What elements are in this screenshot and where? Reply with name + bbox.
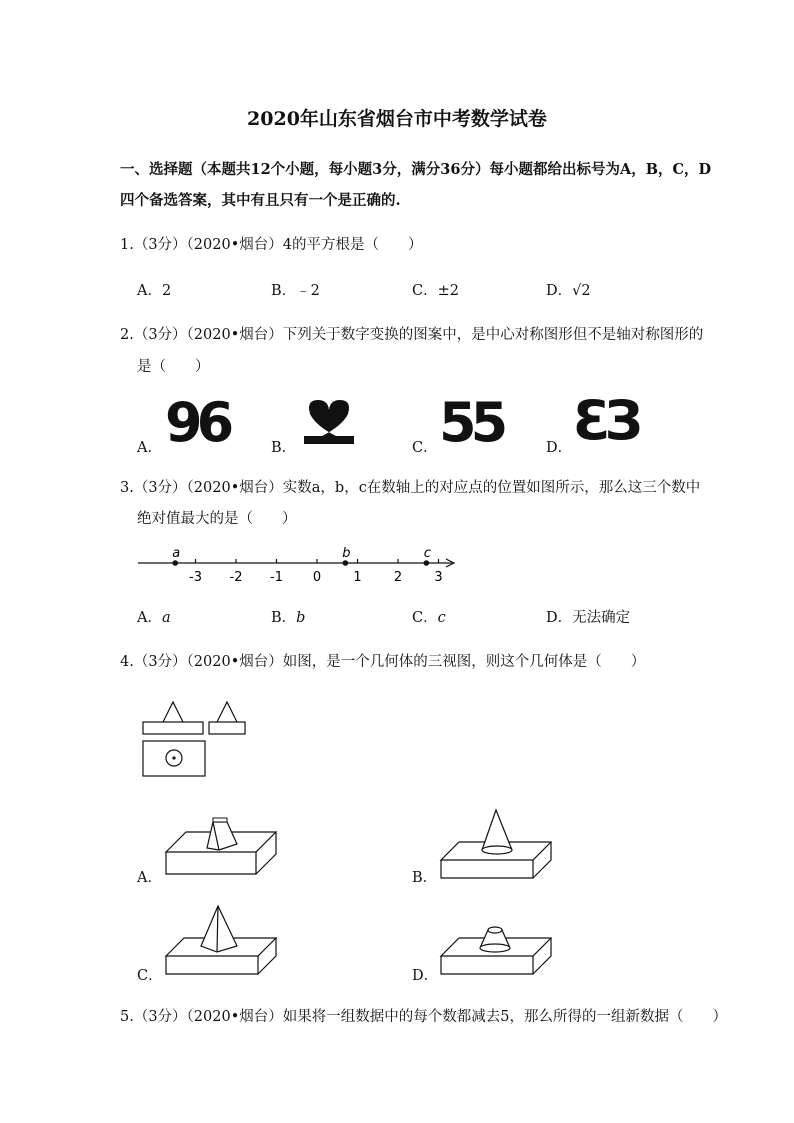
number-line-point-label-c: c: [423, 546, 431, 561]
section-heading-line1: 一、选择题（本题共12个小题，每小题3分，满分36分）每小题都给出标号为A，B，C，D: [120, 161, 712, 178]
top-view-apex: [172, 756, 175, 759]
q3-option-b[interactable]: B．b: [271, 610, 306, 626]
q4-option-c-figure: [163, 904, 283, 976]
q3-option-d[interactable]: D．无法确定: [546, 610, 631, 626]
question-3-text-line2: 绝对值最大的是（ ）: [137, 511, 297, 527]
q4-option-d-figure: [438, 904, 558, 976]
q4-option-c-label[interactable]: C．: [137, 968, 163, 984]
number-line-tick-label: 0: [312, 570, 322, 585]
q2-option-c-label[interactable]: C．: [412, 440, 438, 456]
number-line-tick-label: 2: [393, 570, 403, 585]
number-line-tick-label: 3: [434, 570, 443, 585]
number-line-point-b: [343, 560, 349, 566]
q2-option-a-label[interactable]: A．: [137, 440, 162, 456]
q2-figure-heart-2-shape: [304, 400, 354, 444]
question-3-text-line1: 3.（3分）（2020•烟台）实数a，b，c在数轴上的对应点的位置如图所示，那么这三个数中: [120, 480, 701, 496]
front-view-cone: [163, 702, 183, 722]
q4-option-d-label[interactable]: D．: [412, 968, 439, 984]
q1-option-b[interactable]: B．﹣2: [271, 283, 320, 299]
q1-option-d[interactable]: D．√2: [546, 283, 591, 299]
q3-number-line: [130, 540, 470, 590]
section-heading-line2: 四个备选答案，其中有且只有一个是正确的.: [120, 192, 401, 209]
question-2-text-line1: 2.（3分）（2020•烟台）下列关于数字变换的图案中，是中心对称图形但不是轴对称图形的: [120, 327, 704, 343]
q1-option-a[interactable]: A．2: [137, 283, 172, 299]
q4-three-view: [140, 696, 250, 780]
number-line-point-label-a: a: [172, 546, 181, 561]
q3-option-c[interactable]: C．c: [412, 610, 446, 626]
number-line-tick-label: -3: [189, 570, 202, 585]
q2-option-b-label[interactable]: B．: [271, 440, 297, 456]
q3-option-a[interactable]: A．a: [137, 610, 171, 626]
q2-figure-3e: ƐЗ: [573, 389, 637, 452]
q2-figure-55: 55: [439, 391, 503, 454]
q2-figure-heart-2: [298, 396, 360, 448]
question-5-text: 5.（3分）（2020•烟台）如果将一组数据中的每个数都减去5，那么所得的一组新数据（ ）: [120, 1009, 727, 1025]
q4-option-b-label[interactable]: B．: [412, 870, 438, 886]
number-line-point-c: [424, 560, 430, 566]
q1-option-c[interactable]: C．±2: [412, 283, 459, 299]
question-2-text-line2: 是（ ）: [137, 359, 210, 375]
q2-option-d-label[interactable]: D．: [546, 440, 573, 456]
number-line-point-a: [172, 560, 178, 566]
number-line-tick-label: -1: [270, 570, 283, 585]
number-line-tick-label: 1: [353, 570, 362, 585]
page-title: 2020年山东省烟台市中考数学试卷: [247, 108, 547, 130]
q4-option-b-figure: [438, 808, 558, 880]
q4-option-a-label[interactable]: A．: [137, 870, 162, 886]
side-view-base: [209, 722, 245, 734]
q2-figure-96: 96: [165, 391, 229, 454]
number-line-tick-label: -2: [229, 570, 243, 585]
question-4-text: 4.（3分）（2020•烟台）如图，是一个几何体的三视图，则这个几何体是（ ）: [120, 654, 646, 670]
front-view-base: [143, 722, 203, 734]
q4-option-a-figure: [163, 808, 283, 880]
question-1-text: 1.（3分）（2020•烟台）4的平方根是（ ）: [120, 237, 423, 253]
number-line-point-label-b: b: [342, 546, 351, 561]
side-view-cone: [217, 702, 237, 722]
